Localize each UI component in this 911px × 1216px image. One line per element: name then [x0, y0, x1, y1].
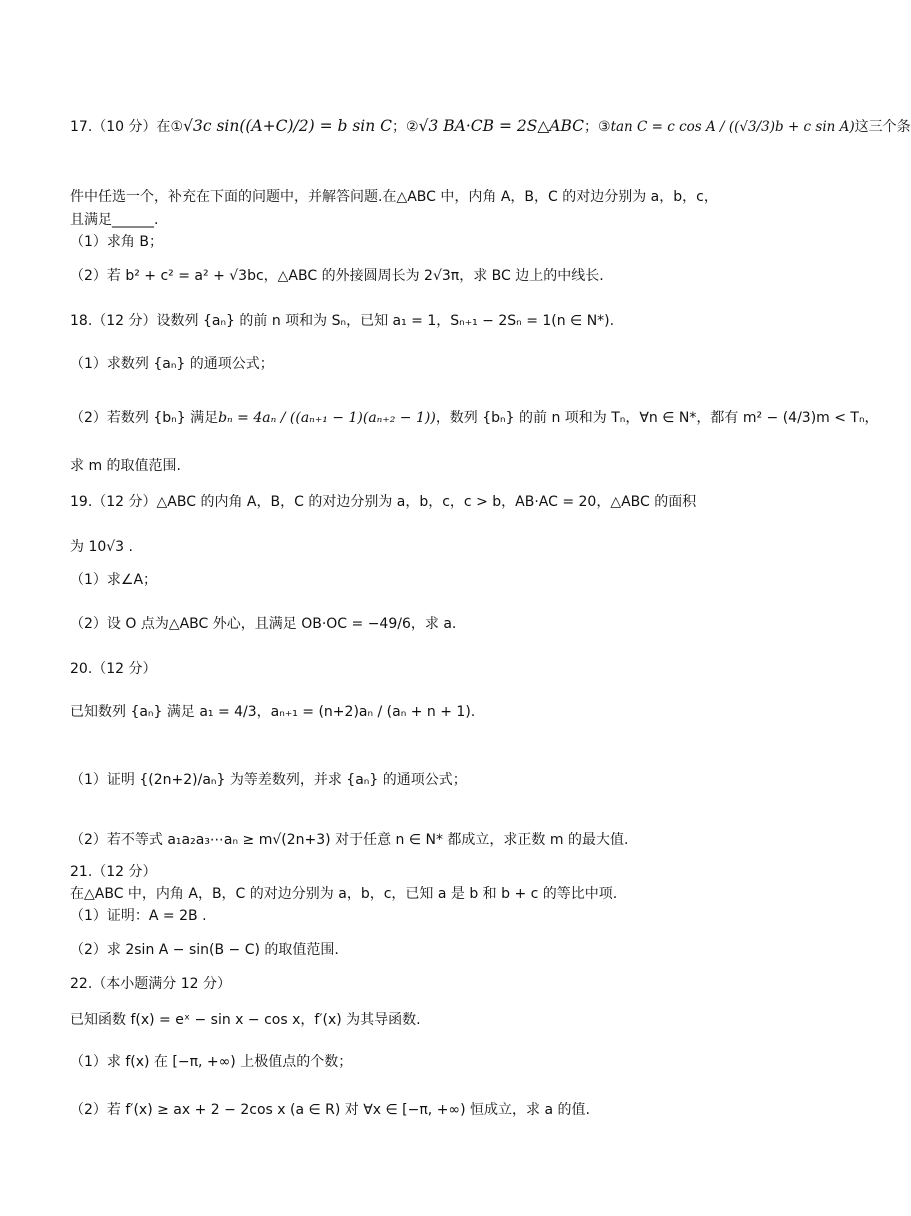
problem-17-condition-3: tan C = c cos A / ((√3/3)b + c sin A) [610, 119, 855, 135]
problem-20-head: 20.（12 分） [70, 661, 157, 677]
problem-18-question-2-line2: 求 m 的取值范围. [70, 458, 181, 474]
problem-21-question-1: （1）证明：A = 2B . [70, 908, 207, 924]
problem-20-question-2: （2）若不等式 a₁a₂a₃⋯aₙ ≥ m√(2n+3) 对于任意 n ∈ N* 都成立，求正数 m 的最大值. [70, 832, 629, 848]
problem-17-sep2: ；③ [584, 119, 611, 135]
problem-21-head: 21.（12 分） [70, 864, 157, 880]
problem-21-question-2: （2）求 2sin A − sin(B − C) 的取值范围. [70, 942, 339, 958]
problem-17-line2: 件中任选一个，补充在下面的问题中，并解答问题.在△ABC 中，内角 A，B，C 的对边分别为 a，b，c， [70, 189, 718, 205]
problem-18-q2-pre: （2）若数列 {bₙ} 满足 [70, 410, 219, 426]
problem-17-condition-2: √3 BA·CB = 2S△ABC [418, 117, 584, 135]
problem-19-question-2: （2）设 O 点为△ABC 外心，且满足 OB·OC = −49/6，求 a. [70, 616, 457, 632]
problem-18-question-1: （1）求数列 {aₙ} 的通项公式； [70, 356, 274, 372]
problem-22-stem: 已知函数 f(x) = eˣ − sin x − cos x，f′(x) 为其导函数. [70, 1012, 421, 1028]
problem-17-question-2: （2）若 b² + c² = a² + √3bc，△ABC 的外接圆周长为 2√3π，求 BC 边上的中线长. [70, 268, 604, 284]
problem-19-line2: 为 10√3 . [70, 539, 133, 555]
problem-20-question-1: （1）证明 {(2n+2)/aₙ} 为等差数列，并求 {aₙ} 的通项公式； [70, 772, 467, 788]
problem-22-head: 22.（本小题满分 12 分） [70, 976, 231, 992]
problem-22-question-1: （1）求 f(x) 在 [−π, +∞) 上极值点的个数； [70, 1054, 353, 1070]
problem-18-q2-post: ，数列 {bₙ} 的前 n 项和为 Tₙ，∀n ∈ N*，都有 m² − (4/3)m < Tₙ， [435, 410, 879, 426]
problem-20-stem: 已知数列 {aₙ} 满足 a₁ = 4/3，aₙ₊₁ = (n+2)aₙ / (aₙ + n + 1). [70, 704, 476, 720]
problem-19-question-1: （1）求∠A； [70, 572, 158, 588]
problem-18-question-2 [70, 408, 879, 428]
problem-19-line1: 19.（12 分）△ABC 的内角 A，B，C 的对边分别为 a，b，c，c > b，AB·AC = 20，△ABC 的面积 [70, 494, 697, 510]
problem-17-condition-1: √3c sin((A+C)/2) = b sin C [183, 117, 393, 135]
problem-17-question-1: （1）求角 B； [70, 234, 163, 250]
problem-18-head: 18.（12 分）设数列 {aₙ} 的前 n 项和为 Sₙ，已知 a₁ = 1，Sₙ₊₁ − 2Sₙ = 1(n ∈ N*). [70, 313, 615, 329]
problem-18-q2-formula: bₙ = 4aₙ / ((aₙ₊₁ − 1)(aₙ₊₂ − 1)) [218, 410, 436, 426]
problem-21-stem: 在△ABC 中，内角 A，B，C 的对边分别为 a，b，c，已知 a 是 b 和 b + c 的等比中项. [70, 886, 618, 902]
problem-17-sep1: ；② [392, 119, 419, 135]
problem-17-line1 [70, 116, 911, 137]
problem-22-question-2: （2）若 f′(x) ≥ ax + 2 − 2cos x (a ∈ R) 对 ∀x ∈ [−π, +∞) 恒成立，求 a 的值. [70, 1102, 590, 1118]
problem-17-line3: 且满足______. [70, 212, 159, 228]
problem-17-tail: 这三个条 [854, 119, 911, 135]
problem-17-head: 17.（10 分）在① [70, 119, 184, 135]
